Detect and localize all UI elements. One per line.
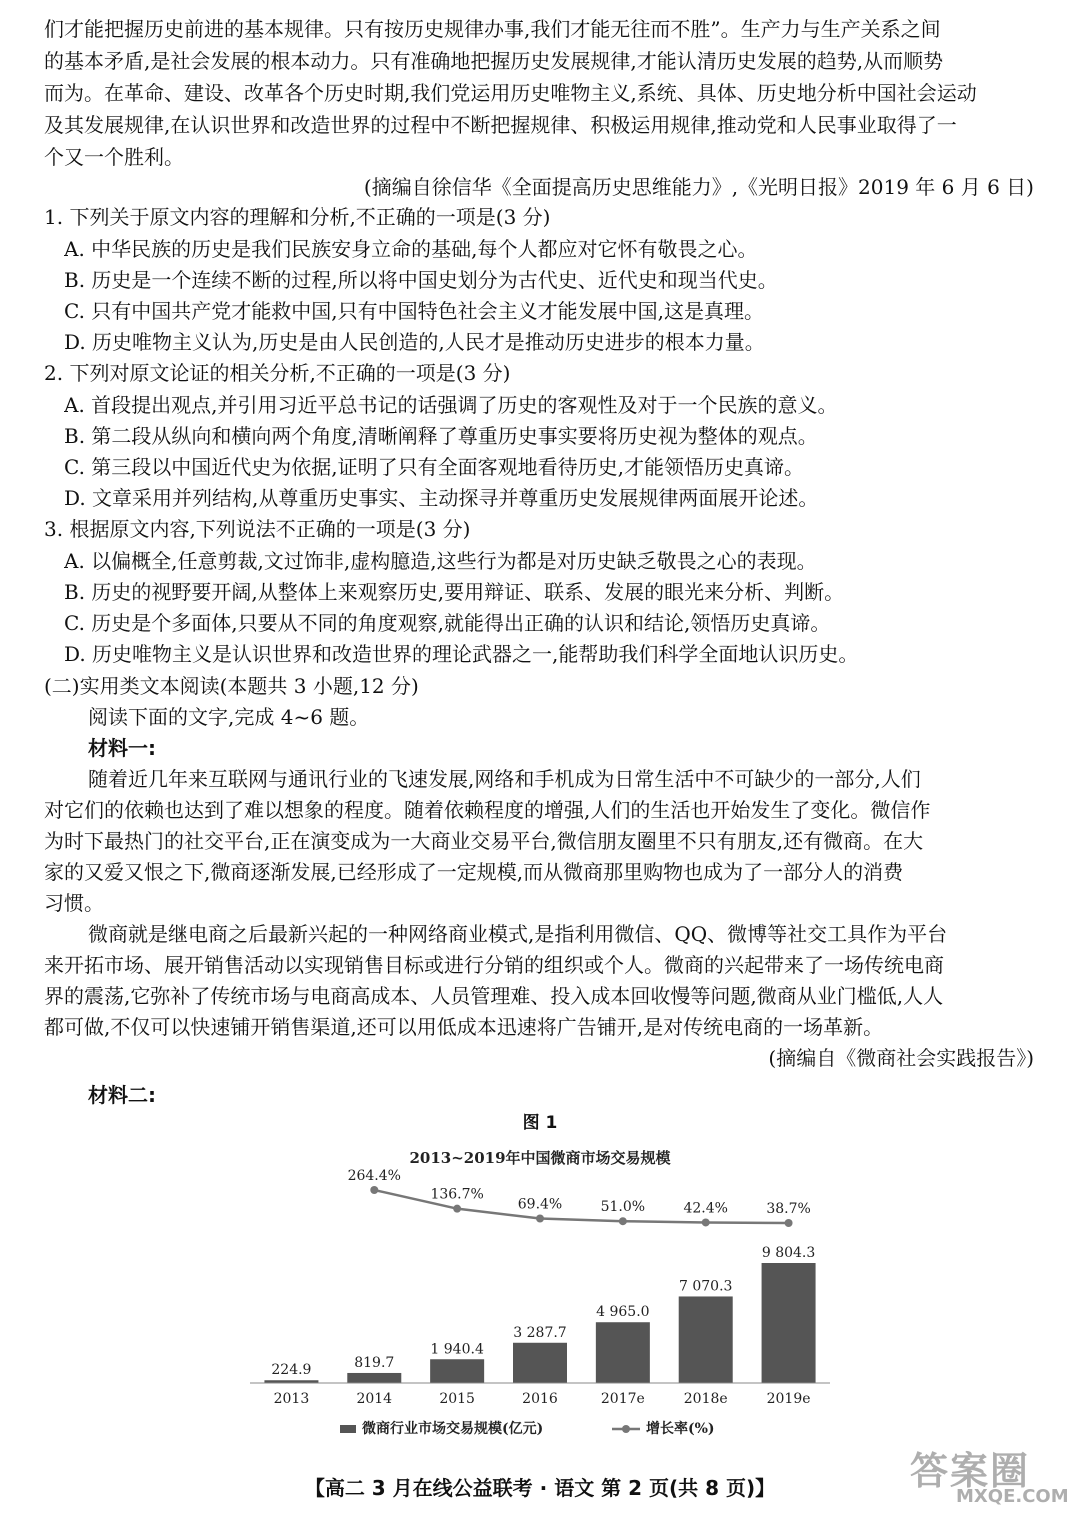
question-stem: 2. 下列对原文论证的相关分析,不正确的一项是(3 分) <box>44 361 511 385</box>
paragraph-line: 微商就是继电商之后最新兴起的一种网络商业模式,是指利用微信、QQ、微博等社交工具作为平台 <box>88 922 948 946</box>
bar-value-label: 224.9 <box>271 1362 312 1379</box>
growth-rate-point <box>370 1186 378 1194</box>
option-d: D. 历史唯物主义是认识世界和改造世界的理论武器之一,能帮助我们科学全面地认识历史。 <box>64 642 859 666</box>
option-a: A. 中华民族的历史是我们民族安身立命的基础,每个人都应对它怀有敬畏之心。 <box>64 237 758 261</box>
paragraph-line: 习惯。 <box>44 891 104 915</box>
growth-rate-point <box>619 1217 627 1225</box>
chart-title: 2013~2019年中国微商市场交易规模 <box>409 1149 671 1167</box>
growth-rate-label: 38.7% <box>766 1201 811 1217</box>
material-2-label: 材料二: <box>88 1083 156 1107</box>
x-tick-label: 2014 <box>356 1391 393 1407</box>
paragraph-line: 为时下最热门的社交平台,正在演变成为一大商业交易平台,微信朋友圈里不只有朋友,还有微商。在大 <box>44 829 924 853</box>
figure-label: 图 1 <box>522 1113 558 1133</box>
option-c: C. 历史是个多面体,只要从不同的角度观察,就能得出正确的认识和结论,领悟历史真谛。 <box>64 611 831 635</box>
growth-rate-label: 264.4% <box>347 1168 401 1184</box>
bar-value-label: 1 940.4 <box>430 1341 484 1358</box>
section-title: (二)实用类文本阅读(本题共 3 小题,12 分) <box>44 674 419 698</box>
option-c: C. 只有中国共产党才能救中国,只有中国特色社会主义才能发展中国,这是真理。 <box>64 299 765 323</box>
option-b: B. 第二段从纵向和横向两个角度,清晰阐释了尊重历史事实要将历史视为整体的观点。 <box>64 424 818 448</box>
growth-rate-point <box>453 1205 461 1213</box>
question-stem: 1. 下列关于原文内容的理解和分析,不正确的一项是(3 分) <box>44 205 551 229</box>
option-b: B. 历史是一个连续不断的过程,所以将中国史划分为古代史、近代史和现当代史。 <box>64 268 778 292</box>
bar-value-label: 4 965.0 <box>596 1304 650 1321</box>
paragraph-line: 对它们的依赖也达到了难以想象的程度。随着依赖程度的增强,人们的生活也开始发生了变化。微信作 <box>44 798 931 822</box>
growth-rate-label: 136.7% <box>430 1186 484 1203</box>
bar-2019e <box>762 1263 816 1383</box>
x-tick-label: 2018e <box>683 1391 728 1407</box>
passage-line: 的基本矛盾,是社会发展的根本动力。只有准确地把握历史发展规律,才能认清历史发展的趋势,从而顺势 <box>44 49 944 73</box>
growth-rate-label: 42.4% <box>683 1200 728 1217</box>
growth-rate-point <box>536 1215 544 1223</box>
paragraph-line: 界的震荡,它弥补了传统市场与电商高成本、人员管理难、投入成本回收慢等问题,微商从业门槛低,人人 <box>44 984 944 1008</box>
bar-2014 <box>347 1373 401 1383</box>
paragraph-line: 来开拓市场、展开销售活动以实现销售目标或进行分销的组织或个人。微商的兴起带来了一场传统电商 <box>44 953 944 977</box>
bar-2016 <box>513 1343 567 1383</box>
passage-line: 而为。在革命、建设、改革各个历史时期,我们党运用历史唯物主义,系统、具体、历史地分析中国社会运动 <box>44 81 977 105</box>
bar-value-label: 819.7 <box>354 1354 395 1371</box>
source-citation: (摘编自徐信华《全面提高历史思维能力》,《光明日报》2019 年 6 月 6 日) <box>363 175 1034 199</box>
option-d: D. 历史唯物主义认为,历史是由人民创造的,人民才是推动历史进步的根本力量。 <box>64 330 765 354</box>
passage-line: 们才能把握历史前进的基本规律。只有按历史规律办事,我们才能无往而不胜”。生产力与生产关系之间 <box>44 17 941 41</box>
x-tick-label: 2019e <box>766 1391 811 1407</box>
section-instruction: 阅读下面的文字,完成 4~6 题。 <box>88 705 370 729</box>
x-tick-label: 2016 <box>522 1391 558 1407</box>
passage-line: 及其发展规律,在认识世界和改造世界的过程中不断把握规律、积极运用规律,推动党和人民事业取得了一 <box>44 113 957 137</box>
growth-rate-point <box>785 1219 793 1227</box>
paragraph-line: 随着近几年来互联网与通讯行业的飞速发展,网络和手机成为日常生活中不可缺少的一部分,人们 <box>88 767 921 791</box>
growth-rate-label: 51.0% <box>600 1199 646 1216</box>
legend-bar-swatch <box>340 1425 356 1433</box>
passage-line: 个又一个胜利。 <box>44 145 184 169</box>
paragraph-line: 家的又爱又恨之下,微商逐渐发展,已经形成了一定规模,而从微商那里购物也成为了一部分人的消费 <box>44 860 904 884</box>
x-tick-label: 2015 <box>439 1391 475 1407</box>
growth-rate-label: 69.4% <box>517 1196 563 1213</box>
x-tick-label: 2017e <box>600 1391 645 1407</box>
x-tick-label: 2013 <box>273 1391 310 1407</box>
watermark-logo <box>900 1440 1069 1510</box>
legend-line-label: 增长率(%) <box>646 1421 715 1437</box>
bar-value-label: 9 804.3 <box>761 1245 816 1261</box>
legend-bar-label: 微商行业市场交易规模(亿元) <box>362 1421 544 1437</box>
watermark-sub: MXQE.COM <box>956 1486 1069 1507</box>
legend-line-marker <box>622 1425 630 1433</box>
growth-rate-point <box>702 1218 710 1226</box>
bar-2017e <box>596 1322 650 1383</box>
bar-value-label: 7 070.3 <box>678 1278 733 1295</box>
bar-2015 <box>430 1359 484 1383</box>
source-citation-2: (摘编自《微商社会实践报告》) <box>768 1046 1034 1070</box>
material-1-label: 材料一: <box>88 736 156 760</box>
option-c: C. 第三段以中国近代史为依据,证明了只有全面客观地看待历史,才能领悟历史真谛。 <box>64 455 805 479</box>
watermark-main: 答案圈 <box>910 1449 1031 1493</box>
bar-value-label: 3 287.7 <box>513 1324 567 1341</box>
chart-svg <box>240 1115 840 1455</box>
option-a: A. 以偏概全,任意剪裁,文过饰非,虚构臆造,这些行为都是对历史缺乏敬畏之心的表现。 <box>64 549 817 573</box>
option-d: D. 文章采用并列结构,从尊重历史事实、主动探寻并尊重历史发展规律两面展开论述。 <box>64 486 819 510</box>
option-a: A. 首段提出观点,并引用习近平总书记的话强调了历史的客观性及对于一个民族的意义。 <box>64 393 838 417</box>
page-footer: 【高二 3 月在线公益联考 · 语文 第 2 页(共 8 页)】 <box>304 1476 776 1500</box>
question-stem: 3. 根据原文内容,下列说法不正确的一项是(3 分) <box>44 517 471 541</box>
paragraph-line: 都可做,不仅可以快速铺开销售渠道,还可以用低成本迅速将广告铺开,是对传统电商的一场革新。 <box>44 1015 884 1039</box>
option-b: B. 历史的视野要开阔,从整体上来观察历史,要用辩证、联系、发展的眼光来分析、判断。 <box>64 580 845 604</box>
chart-figure <box>240 1115 840 1455</box>
bar-2018e <box>679 1296 733 1383</box>
